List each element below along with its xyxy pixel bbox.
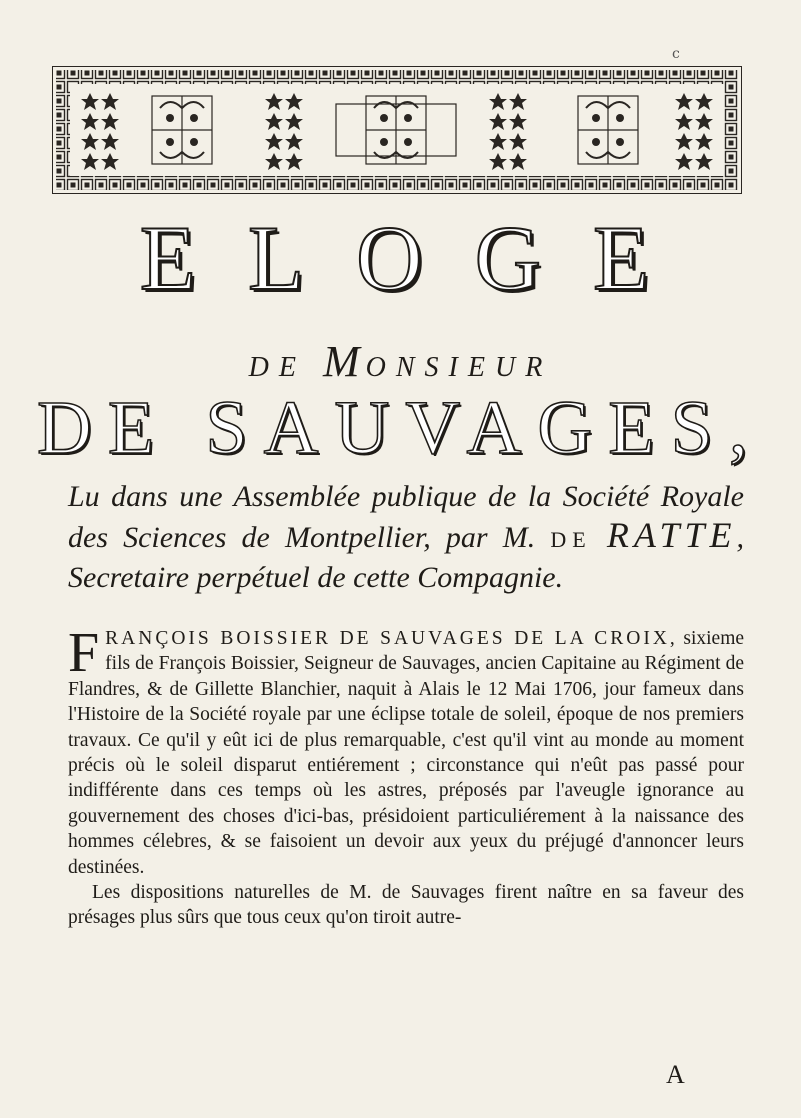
ornamental-headpiece-icon	[52, 66, 742, 194]
monsieur-rest: ONSIEUR	[365, 352, 553, 383]
monsieur-initial: M	[323, 337, 366, 386]
eloge-title: ELOGE	[139, 207, 702, 309]
subtitle-part1: Lu dans une Assemblée publique de la Société Royale des Sciences de Montpellier, par M.	[68, 480, 744, 554]
de-monsieur-line	[0, 336, 801, 387]
de-prefix: DE	[248, 352, 306, 383]
body-text	[68, 622, 745, 931]
corner-mark: c	[672, 46, 680, 62]
paragraph-2: Les dispositions naturelles de M. de Sauvages firent naître en sa faveur des présages plus sûrs que tous ceux qu'on tiroit autre-	[68, 882, 744, 929]
subject-name: DE SAUVAGES,	[37, 386, 764, 470]
drop-cap: F	[68, 622, 100, 684]
subtitle-author: RATTE	[606, 515, 737, 555]
paragraph-1	[68, 622, 745, 880]
signature-mark: A	[666, 1060, 685, 1089]
subtitle-part2: , Secretaire perpétuel de cette Compagnie.	[68, 521, 745, 594]
subtitle-de: DE	[550, 527, 592, 552]
subtitle	[68, 478, 744, 597]
paragraph-1-text: sixieme fils de François Boissier, Seigneur de Sauvages, ancien Capitaine au Régiment de Flandres, & de Gillette Blanchier, naquit à Alais le 12 Mai 1706, jour fameux dans l'Histoire de la Société royale par une éclipse totale de soleil, époque de nos premiers travaux. Ce qu'il y eût ici de plus remarquable, c'est qu'il vint au monde au moment précis où le soleil disparut entiérement ; circonstance qui n'eût pas passé pour indifférente dans ces temps où les astres, préposés par l'aveugle ignorance au gouvernement des choses d'ici-bas, présidoient particuliérement à la naissance des hommes célebres, & se faisoient un devoir aux yeux du préjugé d'annoncer leurs destinées.	[68, 628, 745, 878]
opening-name: RANÇOIS BOISSIER DE SAUVAGES DE LA CROIX,	[105, 628, 678, 649]
